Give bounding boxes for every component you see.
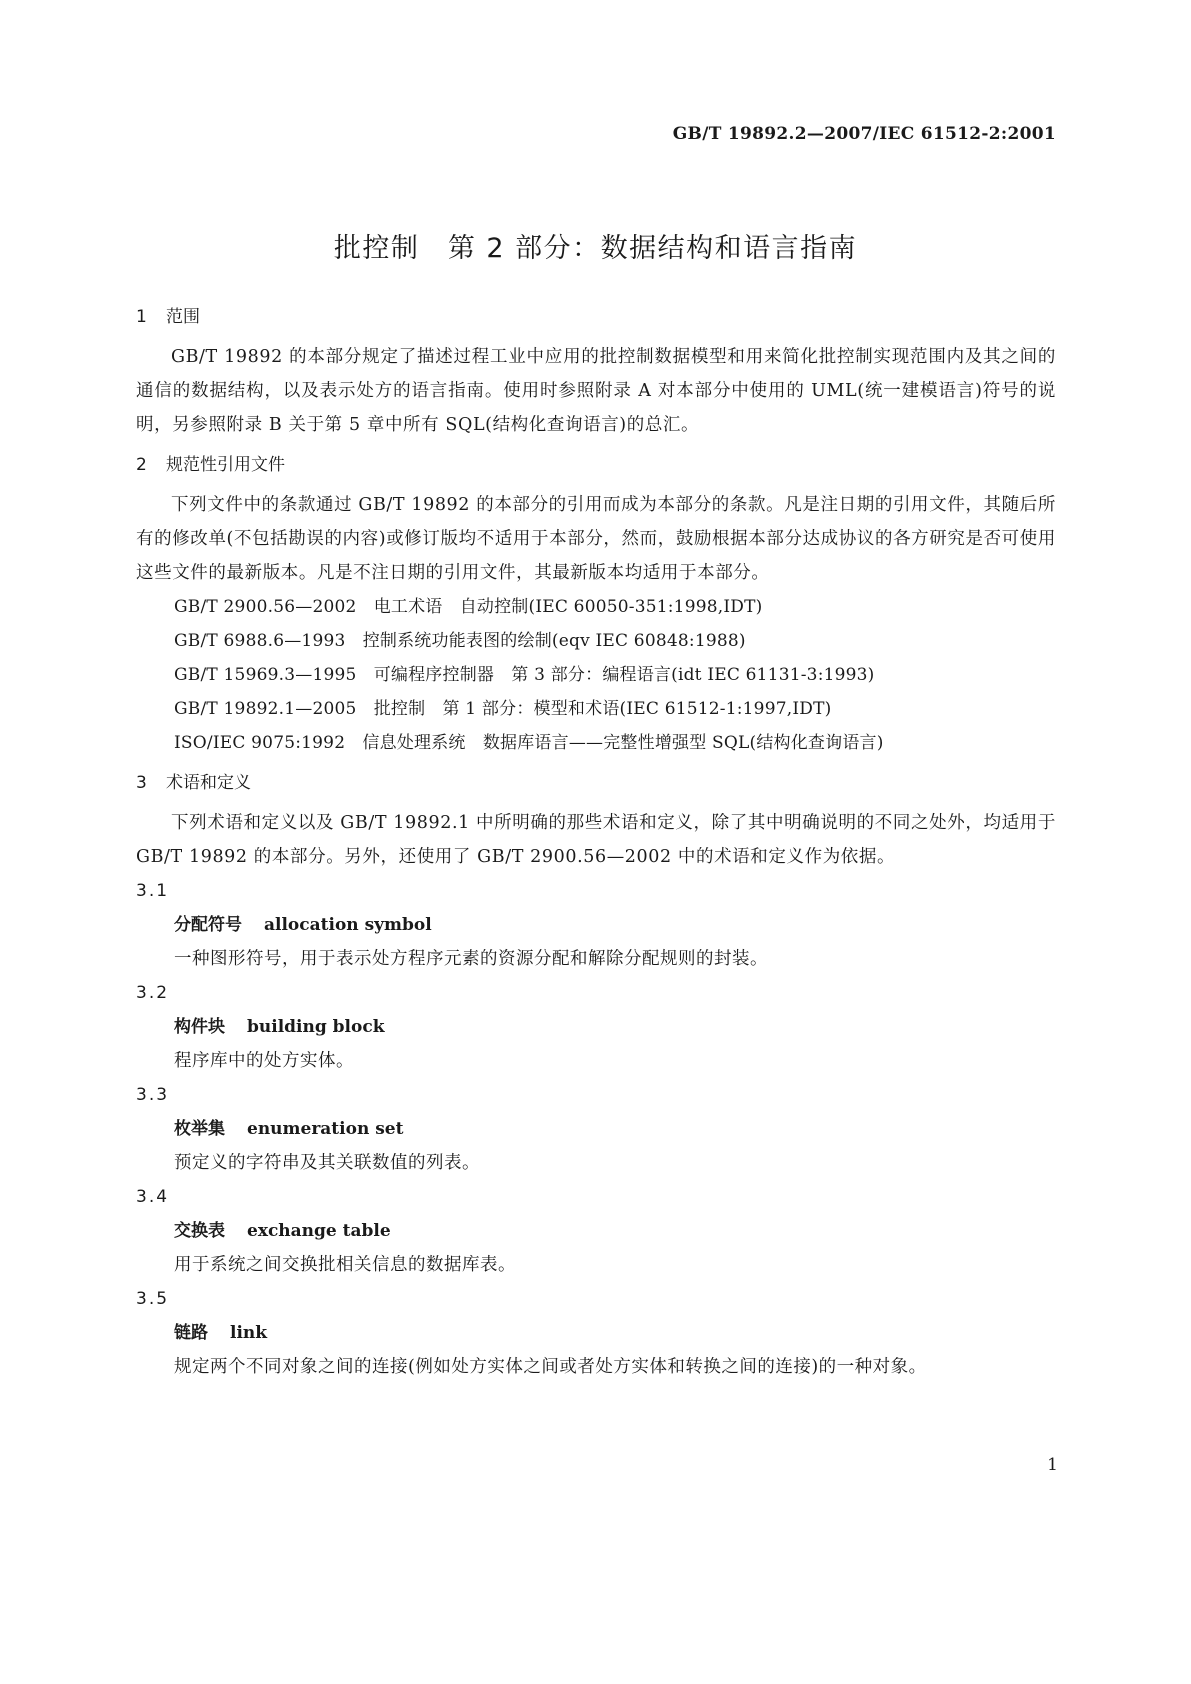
term-number: 3.5 bbox=[136, 1289, 170, 1309]
reference-item: GB/T 2900.56—2002 电工术语 自动控制(IEC 60050-351:1998,IDT) bbox=[174, 597, 763, 617]
term-number: 3.3 bbox=[136, 1085, 170, 1105]
term-heading bbox=[136, 1112, 1056, 1146]
term-heading bbox=[136, 1316, 1056, 1350]
term-name-en: enumeration set bbox=[247, 1119, 404, 1139]
term-definition: 用于系统之间交换批相关信息的数据库表。 bbox=[174, 1255, 516, 1275]
page-number: 1 bbox=[1047, 1455, 1058, 1475]
references-paragraph: 下列文件中的条款通过 GB/T 19892 的本部分的引用而成为本部分的条款。凡是注日期的引用文件，其随后所有的修改单(不包括勘误的内容)或修订版均不适用于本部分，然而，鼓励根据本部分达成协议的各方研究是否可使用这些文件的最新版本。凡是不注日期的引用文件，其最新版本均适用于本部分。 bbox=[136, 495, 1056, 583]
term-name-zh: 分配符号 bbox=[174, 915, 242, 935]
term-name-en: exchange table bbox=[247, 1221, 391, 1241]
section-title: 规范性引用文件 bbox=[166, 455, 285, 475]
term-definition: 一种图形符号，用于表示处方程序元素的资源分配和解除分配规则的封装。 bbox=[174, 949, 768, 969]
terms-paragraph: 下列术语和定义以及 GB/T 19892.1 中所明确的那些术语和定义，除了其中明确说明的不同之处外，均适用于 GB/T 19892 的本部分。另外，还使用了 GB/T 2900.56—2002 中的术语和定义作为依据。 bbox=[136, 813, 1056, 867]
term-heading bbox=[136, 1010, 1056, 1044]
term-name-zh: 交换表 bbox=[174, 1221, 225, 1241]
section-number: 3 bbox=[136, 773, 147, 793]
term-number: 3.4 bbox=[136, 1187, 170, 1207]
term-name-zh: 链路 bbox=[174, 1323, 208, 1343]
reference-item: GB/T 15969.3—1995 可编程序控制器 第 3 部分：编程语言(idt IEC 61131-3:1993) bbox=[174, 665, 875, 685]
term-name-en: link bbox=[230, 1323, 268, 1343]
term-number: 3.2 bbox=[136, 983, 170, 1003]
section-heading-normative-references bbox=[136, 448, 1056, 482]
reference-list bbox=[136, 590, 1056, 760]
term-definition: 预定义的字符串及其关联数值的列表。 bbox=[174, 1153, 480, 1173]
standard-code: GB/T 19892.2—2007/IEC 61512-2:2001 bbox=[672, 124, 1056, 144]
section-number: 1 bbox=[136, 307, 147, 327]
term-heading bbox=[136, 908, 1056, 942]
term-name-zh: 构件块 bbox=[174, 1017, 225, 1037]
scope-paragraph: GB/T 19892 的本部分规定了描述过程工业中应用的批控制数据模型和用来简化批控制实现范围内及其之间的通信的数据结构，以及表示处方的语言指南。使用时参照附录 A 对本部分中使用的 UML(统一建模语言)符号的说明，另参照附录 B 关于第 5 章中所有 SQL(结构化查询语言)的总汇。 bbox=[136, 347, 1056, 435]
document-body bbox=[136, 300, 1056, 1384]
term-number: 3.1 bbox=[136, 881, 170, 901]
document-title: 批控制 第 2 部分：数据结构和语言指南 bbox=[333, 233, 858, 264]
term-definition: 规定两个不同对象之间的连接(例如处方实体之间或者处方实体和转换之间的连接)的一种对象。 bbox=[174, 1357, 927, 1377]
term-name-zh: 枚举集 bbox=[174, 1119, 225, 1139]
term-name-en: allocation symbol bbox=[264, 915, 432, 935]
section-title: 范围 bbox=[166, 307, 200, 327]
section-heading-terms bbox=[136, 766, 1056, 800]
term-definition: 程序库中的处方实体。 bbox=[174, 1051, 354, 1071]
term-name-en: building block bbox=[247, 1017, 385, 1037]
section-number: 2 bbox=[136, 455, 147, 475]
reference-item: GB/T 19892.1—2005 批控制 第 1 部分：模型和术语(IEC 61512-1:1997,IDT) bbox=[174, 699, 832, 719]
term-heading bbox=[136, 1214, 1056, 1248]
section-heading-scope bbox=[136, 300, 1056, 334]
section-title: 术语和定义 bbox=[166, 773, 251, 793]
reference-item: ISO/IEC 9075:1992 信息处理系统 数据库语言——完整性增强型 SQL(结构化查询语言) bbox=[174, 733, 884, 753]
reference-item: GB/T 6988.6—1993 控制系统功能表图的绘制(eqv IEC 60848:1988) bbox=[174, 631, 746, 651]
